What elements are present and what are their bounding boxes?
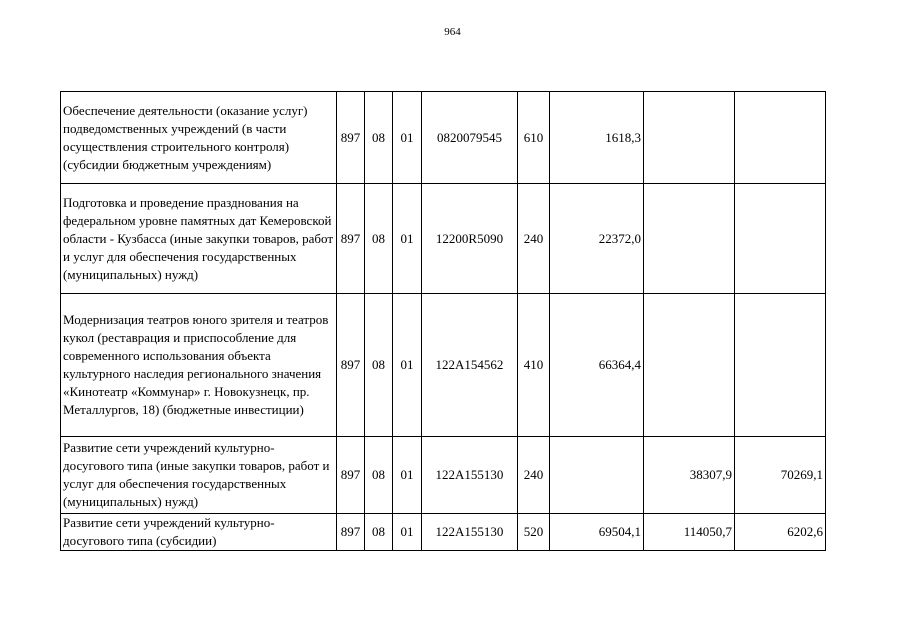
sum-year-2 <box>644 184 735 294</box>
table-row <box>61 184 826 294</box>
target-article-code: 122A154562 <box>422 294 518 437</box>
section-code: 08 <box>365 92 393 184</box>
sum-year-3: 6202,6 <box>735 514 826 551</box>
sum-year-2 <box>644 92 735 184</box>
table-row <box>61 294 826 437</box>
sum-year-3 <box>735 184 826 294</box>
section-code: 08 <box>365 184 393 294</box>
expense-type-code: 520 <box>518 514 550 551</box>
section-code: 08 <box>365 437 393 514</box>
budget-table <box>60 91 826 551</box>
sum-year-3 <box>735 92 826 184</box>
ministry-code: 897 <box>337 294 365 437</box>
table-row <box>61 437 826 514</box>
expense-type-code: 610 <box>518 92 550 184</box>
expense-type-code: 240 <box>518 437 550 514</box>
sum-year-1 <box>550 437 644 514</box>
sum-year-2: 114050,7 <box>644 514 735 551</box>
ministry-code: 897 <box>337 92 365 184</box>
page-number: 964 <box>444 26 461 38</box>
target-article-code: 0820079545 <box>422 92 518 184</box>
sum-year-1: 69504,1 <box>550 514 644 551</box>
subsection-code: 01 <box>393 294 422 437</box>
subsection-code: 01 <box>393 437 422 514</box>
ministry-code: 897 <box>337 184 365 294</box>
target-article-code: 12200R5090 <box>422 184 518 294</box>
sum-year-3: 70269,1 <box>735 437 826 514</box>
subsection-code: 01 <box>393 92 422 184</box>
row-name: Модернизация театров юного зрителя и театров кукол (реставрация и приспособление для современного использования объекта культурного наследия регионального значения «Кинотеатр «Коммунар» г. Новокузнецк, пр. Металлургов, 18) (бюджетные инвестиции) <box>61 294 337 437</box>
row-name: Обеспечение деятельности (оказание услуг) подведомственных учреждений (в части осуществления строительного контроля) (субсидии бюджетным учреждениям) <box>61 92 337 184</box>
section-code: 08 <box>365 514 393 551</box>
subsection-code: 01 <box>393 514 422 551</box>
target-article-code: 122A155130 <box>422 437 518 514</box>
subsection-code: 01 <box>393 184 422 294</box>
row-name: Развитие сети учреждений культурно-досугового типа (иные закупки товаров, работ и услуг для обеспечения государственных (муниципальных) нужд) <box>61 437 337 514</box>
sum-year-1: 66364,4 <box>550 294 644 437</box>
sum-year-2: 38307,9 <box>644 437 735 514</box>
expense-type-code: 240 <box>518 184 550 294</box>
sum-year-3 <box>735 294 826 437</box>
ministry-code: 897 <box>337 514 365 551</box>
row-name: Развитие сети учреждений культурно-досугового типа (субсидии) <box>61 514 337 551</box>
sum-year-2 <box>644 294 735 437</box>
table-row <box>61 92 826 184</box>
section-code: 08 <box>365 294 393 437</box>
row-name: Подготовка и проведение празднования на федеральном уровне памятных дат Кемеровской области - Кузбасса (иные закупки товаров, работ и услуг для обеспечения государственных (муниципальных) нужд) <box>61 184 337 294</box>
sum-year-1: 1618,3 <box>550 92 644 184</box>
expense-type-code: 410 <box>518 294 550 437</box>
ministry-code: 897 <box>337 437 365 514</box>
target-article-code: 122A155130 <box>422 514 518 551</box>
table-row <box>61 514 826 551</box>
sum-year-1: 22372,0 <box>550 184 644 294</box>
